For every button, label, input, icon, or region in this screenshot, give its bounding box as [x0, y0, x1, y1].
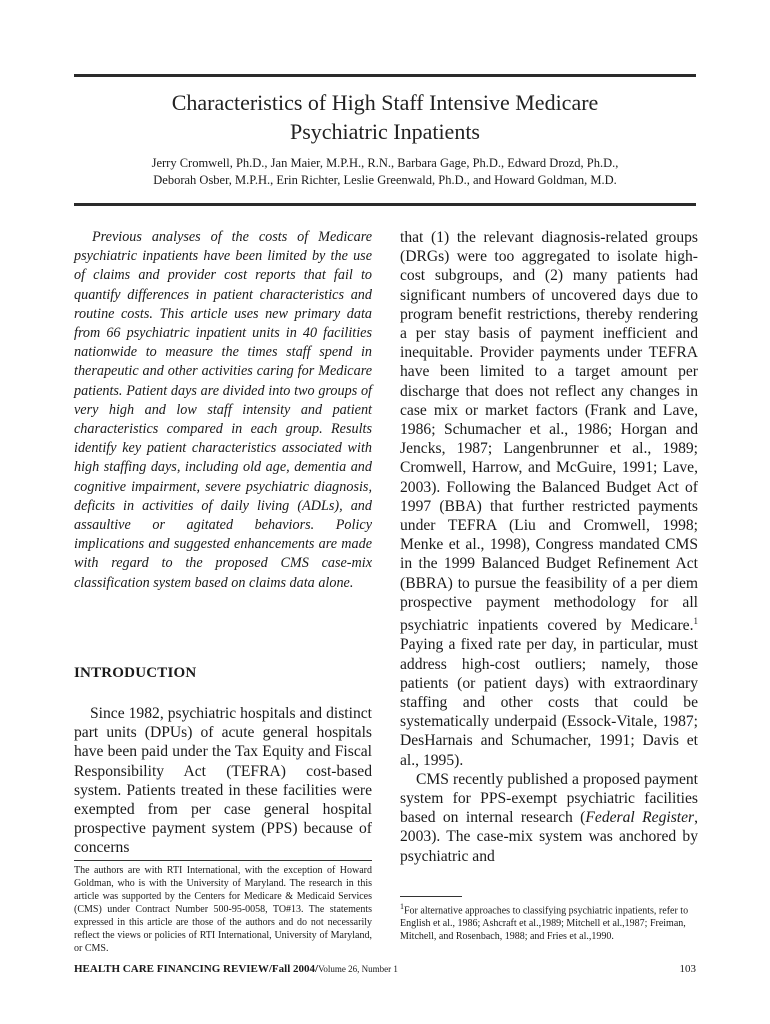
- footnote-1: [400, 900, 698, 943]
- abstract: Previous analyses of the costs of Medicare psychiatric inpatients have been limited by the use of claims and provider cost reports that fail to quantify differences in patient characteristics and routine costs. This article uses new primary data from 66 psychiatric inpatient units in 40 facilities nationwide to measure the times staff spend in therapeutic and other activities caring for Medicare patients. Patient days are divided into two groups of very high and low staff intensity and patient characteristics compared in each group. Results identify key patient characteristics associated with high staffing days, including old age, dementia and cognitive impairment, severe psychiatric diagnosis, deficits in activities of daily living (ADLs), and assaultive or agitated behaviors. Policy implications and suggested enhancements are made with regard to the proposed CMS case-mix classification system based on claims data alone.: [74, 229, 372, 591]
- authors-line-2: Deborah Osber, M.P.H., Erin Richter, Leslie Greenwald, Ph.D., and Howard Goldman, M.D.: [153, 173, 617, 187]
- author-list: [74, 155, 696, 189]
- journal-volume: Volume 26, Number 1: [318, 964, 398, 974]
- introduction-section: [74, 704, 372, 858]
- article-title: [74, 88, 696, 146]
- right-column: [400, 228, 698, 866]
- right-paragraph-2-text-a: CMS recently published a proposed payment system for PPS-exempt psychiatric facilities based on internal research (: [400, 770, 698, 827]
- federal-register-citation: Federal Register: [585, 809, 695, 827]
- footnote-1-text: For alternative approaches to classifying psychiatric inpatients, refer to English et al., 1986; Ashcraft et al.,1989; Mitchell et al.,1987; Freiman, Mitchell, and Rosenbach, 1988; and Fries et al.,1990.: [400, 905, 689, 943]
- right-paragraph-1: [400, 228, 698, 770]
- authors-line-1: Jerry Cromwell, Ph.D., Jan Maier, M.P.H., R.N., Barbara Gage, Ph.D., Edward Drozd, Ph.D.,: [151, 156, 619, 170]
- author-affiliation-footnote: The authors are with RTI International, with the exception of Howard Goldman, who is with the University of Maryland. The research in this article was supported by the Centers for Medicare & Medicaid Services (CMS) under Contract Number 500-95-0058, TO#13. The statements expressed in this article are those of the authors and do not necessarily reflect the views or policies of RTI International, University of Maryland, or CMS.: [74, 865, 372, 954]
- title-line-1: Characteristics of High Staff Intensive Medicare: [171, 90, 599, 115]
- introduction-paragraph: Since 1982, psychiatric hospitals and distinct part units (DPUs) of acute general hospitals have been paid under the Tax Equity and Fiscal Responsibility Act (TEFRA) cost-based system. Patients treated in these facilities were exempted from per case general hospital prospective payment system (PPS) because of concerns: [74, 705, 372, 857]
- section-heading-introduction: INTRODUCTION: [74, 665, 197, 681]
- right-paragraph-2: [400, 770, 698, 866]
- journal-name: HEALTH CARE FINANCING REVIEW/Fall 2004/: [74, 963, 319, 975]
- footnote-rule-left: [74, 860, 372, 861]
- top-rule: [74, 74, 696, 77]
- right-paragraph-1-continued: Paying a fixed rate per day, in particular, must address high-cost outliers; namely, those patients (or patient days) with extraordinary staffing and other costs that could be systematically underpaid (Essock-Vitale, 1987; DesHarnais and Schumacher, 1991; Davis et al., 1995).: [400, 636, 698, 769]
- title-line-2: Psychiatric Inpatients: [289, 119, 480, 144]
- footnote-1-marker: 1: [400, 902, 404, 911]
- right-paragraph-1-text: that (1) the relevant diagnosis-related groups (DRGs) were too aggregated to isolate high-cost subgroups, and (2) many patients had significant numbers of uncovered days due to program benefit restrictions, thereby rendering a per stay basis of payment inefficient and inequitable. Provider payments under TEFRA have been limited to a target amount per discharge that does not reflect any changes in case mix or market factors (Frank and Lave, 1986; Schumacher et al., 1986; Horgan and Jencks, 1987; Langenbrunner et al., 1989; Cromwell, Harrow, and McGuire, 1991; Lave, 2003). Following the Balanced Budget Act of 1997 (BBA) that further restricted payments under TEFRA (Liu and Cromwell, 1998; Menke et al., 1998), Congress mandated CMS in the 1999 Balanced Budget Refinement Act (BBRA) to pursue the feasibility of a per diem prospective payment methodology for all psychiatric inpatients covered by Medicare.: [400, 229, 698, 635]
- right-paragraph-2-text-b: , 2003). The case-mix system was anchored by psychiatric and: [400, 809, 698, 865]
- header-bottom-rule: [74, 203, 696, 206]
- journal-footer: [74, 963, 398, 975]
- left-column: [74, 228, 372, 593]
- footnote-rule-right: [400, 896, 462, 897]
- footnote-marker: 1: [693, 616, 698, 627]
- page-number: 103: [679, 963, 696, 975]
